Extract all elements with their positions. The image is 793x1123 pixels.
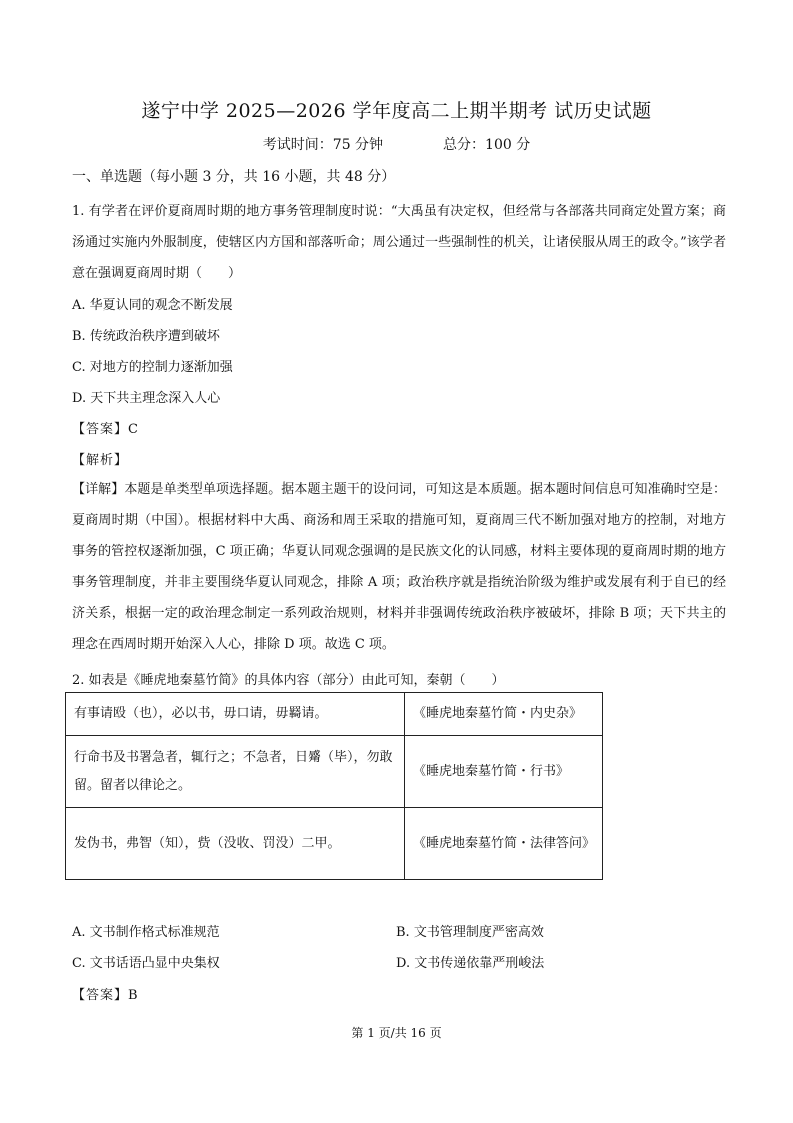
- table-row: [66, 808, 603, 880]
- table-cell-text: 行命书及书署急者，辄行之；不急者，日觱（毕），勿敢留。留者以律论之。: [66, 736, 405, 808]
- table-cell-text: 有事请殴（也），必以书，毋口请，毋羇请。: [66, 693, 405, 736]
- q2-option-d: D. 文书传递依靠严刑峻法: [396, 956, 545, 971]
- detail-label: 【详解】: [72, 482, 125, 497]
- q1-answer: [72, 418, 138, 437]
- q1-option-d: D. 天下共主理念深入人心: [72, 391, 221, 406]
- exam-time: 考试时间：75 分钟: [262, 137, 384, 153]
- exam-title: 遂宁中学 2025—2026 学年度高二上期半期考 试历史试题: [141, 100, 652, 122]
- table-cell-text: 发伪书，弗智（知），赀（没收、罚没）二甲。: [66, 808, 405, 880]
- q2-answer: [72, 984, 138, 1003]
- table-cell-source: 《睡虎地秦墓竹简・行书》: [405, 736, 603, 808]
- q2-option-c: C. 文书话语凸显中央集权: [72, 956, 220, 971]
- table-cell-source: 《睡虎地秦墓竹简・法律答问》: [405, 808, 603, 880]
- q2-stem: 2. 如表是《睡虎地秦墓竹简》的具体内容（部分）由此可知，秦朝（ ）: [72, 673, 505, 688]
- answer-label: 【答案】: [72, 422, 129, 437]
- q1-option-a: A. 华夏认同的观念不断发展: [72, 298, 233, 313]
- section-heading: 一、单选题（每小题 3 分，共 16 小题，共 48 分）: [72, 169, 396, 185]
- q2-option-a: A. 文书制作格式标准规范: [72, 925, 220, 940]
- q1-analysis-label: 【解析】: [72, 453, 129, 468]
- table-row: [66, 736, 603, 808]
- answer-value: C: [128, 422, 138, 437]
- answer-value: B: [128, 988, 138, 1003]
- q1-option-b: B. 传统政治秩序遭到破坏: [72, 329, 220, 344]
- q1-option-c: C. 对地方的控制力逐渐加强: [72, 360, 233, 375]
- table-row: [66, 693, 603, 736]
- answer-label: 【答案】: [72, 988, 129, 1003]
- source-table: [65, 692, 603, 880]
- exam-meta: [0, 134, 793, 154]
- q1-detail: [72, 474, 726, 660]
- q2-option-b: B. 文书管理制度严密高效: [396, 925, 544, 940]
- total-score: 总分：100 分: [443, 137, 531, 153]
- page-footer: 第 1 页/共 16 页: [351, 1026, 442, 1040]
- detail-text: 本题是单类型单项选择题。据本题主题干的设问词，可知这是本质题。据本题时间信息可知准确时空是：夏商周时期（中国）。根据材料中大禹、商汤和周王采取的措施可知，夏商周三代不断加强对地方的控制，对地方事务的管控权逐渐加强，C 项正确；华夏认同观念强调的是民族文化的认同感，材料主要体现的夏商周时期的地方事务管理制度，并非主要围绕华夏认同观念，排除 A 项；政治秩序就是指统治阶级为维护或发展有利于自已的经济关系，根据一定的政治理念制定一系列政治规则，材料并非强调传统政治秩序被破坏，排除 B 项；天下共主的理念在西周时期开始深入人心，排除 D 项。故选 C 项。: [72, 482, 726, 652]
- table-cell-source: 《睡虎地秦墓竹简・内史杂》: [405, 693, 603, 736]
- q1-stem: 1. 有学者在评价夏商周时期的地方事务管理制度时说：“大禹虽有决定权，但经常与各部落共同商定处置方案；商汤通过实施内外服制度，使辖区内方国和部落听命；周公通过一些强制性的机关，让诸侯服从周王的政令。”该学者意在强调夏商周时期（ ）: [72, 204, 726, 281]
